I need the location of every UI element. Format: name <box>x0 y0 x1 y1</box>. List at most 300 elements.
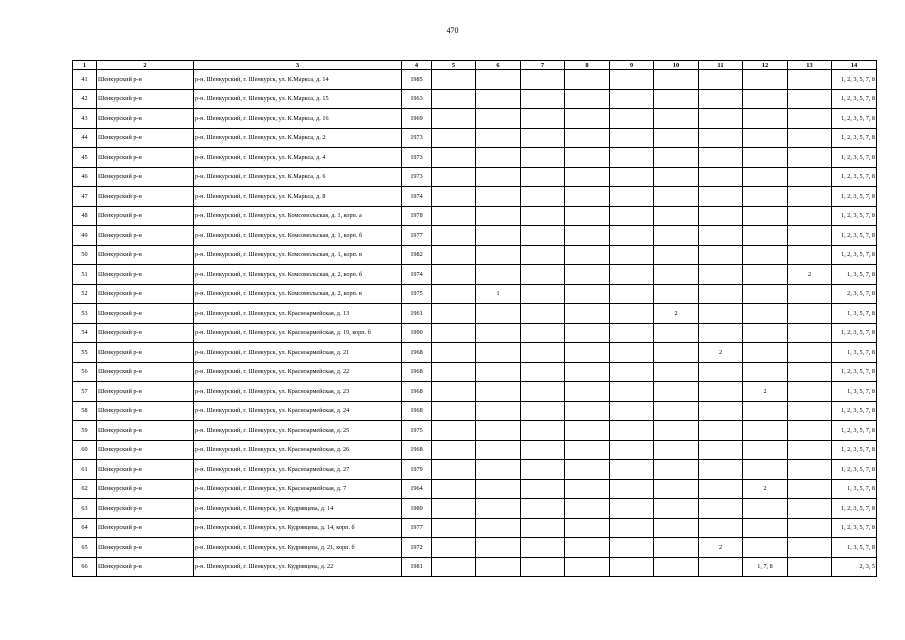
col6-cell <box>476 226 521 246</box>
col14-cell: 1, 3, 5, 7, 8 <box>832 538 877 558</box>
col6-cell <box>476 265 521 285</box>
col13-cell <box>788 187 832 207</box>
col12-cell <box>743 109 788 129</box>
col6-cell <box>476 479 521 499</box>
col14-cell: 1, 2, 3, 5, 7, 8 <box>832 187 877 207</box>
district-cell: Шенкурский р-н <box>97 284 194 304</box>
header-row <box>73 61 877 70</box>
table-row <box>73 109 877 129</box>
col5-cell <box>432 518 476 538</box>
table-row <box>73 265 877 285</box>
address-cell: р-н. Шенкурский, г. Шенкурск, ул. Комсомольская, д. 2, корп. б <box>194 265 402 285</box>
address-cell: р-н. Шенкурский, г. Шенкурск, ул. Кудрявцева, д. 14 <box>194 499 402 519</box>
col14-cell: 2, 3, 5 <box>832 557 877 577</box>
col8-cell <box>565 460 610 480</box>
district-cell: Шенкурский р-н <box>97 479 194 499</box>
col11-cell <box>699 382 743 402</box>
col7-cell <box>521 128 565 148</box>
column-header-12: 12 <box>743 61 788 70</box>
col14-cell: 1, 2, 3, 5, 7, 8 <box>832 499 877 519</box>
col5-cell <box>432 206 476 226</box>
table-row <box>73 187 877 207</box>
col11-cell <box>699 187 743 207</box>
col9-cell <box>610 109 654 129</box>
table-row <box>73 323 877 343</box>
table-row <box>73 148 877 168</box>
col5-cell <box>432 226 476 246</box>
col9-cell <box>610 226 654 246</box>
address-cell: р-н. Шенкурский, г. Шенкурск, ул. Красноармейская, д. 25 <box>194 421 402 441</box>
col13-cell <box>788 109 832 129</box>
col11-cell <box>699 304 743 324</box>
column-header-14: 14 <box>832 61 877 70</box>
year-cell: 1968 <box>402 382 432 402</box>
year-cell: 1974 <box>402 187 432 207</box>
col11-cell <box>699 557 743 577</box>
col8-cell <box>565 323 610 343</box>
col9-cell <box>610 479 654 499</box>
col14-cell: 1, 2, 3, 5, 7, 8 <box>832 128 877 148</box>
col6-cell <box>476 323 521 343</box>
col11-cell <box>699 401 743 421</box>
district-cell: Шенкурский р-н <box>97 440 194 460</box>
col6-cell <box>476 538 521 558</box>
district-cell: Шенкурский р-н <box>97 557 194 577</box>
col11-cell <box>699 362 743 382</box>
col7-cell <box>521 460 565 480</box>
col9-cell <box>610 187 654 207</box>
year-cell: 1963 <box>402 89 432 109</box>
col12-cell <box>743 343 788 363</box>
table-row <box>73 538 877 558</box>
address-cell: р-н. Шенкурский, г. Шенкурск, ул. Красноармейская, д. 23 <box>194 382 402 402</box>
col10-cell <box>654 148 699 168</box>
col10-cell <box>654 518 699 538</box>
col5-cell <box>432 557 476 577</box>
col13-cell <box>788 401 832 421</box>
col14-cell: 1, 2, 3, 5, 7, 8 <box>832 245 877 265</box>
col11-cell: 2 <box>699 343 743 363</box>
col13-cell <box>788 70 832 90</box>
col14-cell: 1, 2, 3, 5, 7, 8 <box>832 401 877 421</box>
col9-cell <box>610 89 654 109</box>
table-row <box>73 421 877 441</box>
table-row <box>73 284 877 304</box>
address-cell: р-н. Шенкурский, г. Шенкурск, ул. К.Маркса, д. 15 <box>194 89 402 109</box>
row-number: 50 <box>73 245 97 265</box>
col8-cell <box>565 109 610 129</box>
col12-cell <box>743 128 788 148</box>
col11-cell <box>699 323 743 343</box>
col6-cell <box>476 167 521 187</box>
col13-cell <box>788 460 832 480</box>
table-row <box>73 440 877 460</box>
col11-cell <box>699 89 743 109</box>
col7-cell <box>521 557 565 577</box>
col12-cell: 2 <box>743 479 788 499</box>
col14-cell: 1, 2, 3, 5, 7, 8 <box>832 70 877 90</box>
col6-cell <box>476 440 521 460</box>
col12-cell <box>743 538 788 558</box>
col14-cell: 1, 2, 3, 5, 7, 8 <box>832 148 877 168</box>
col11-cell <box>699 499 743 519</box>
row-number: 45 <box>73 148 97 168</box>
year-cell: 1973 <box>402 128 432 148</box>
col7-cell <box>521 518 565 538</box>
col14-cell: 1, 3, 5, 7, 8 <box>832 343 877 363</box>
district-cell: Шенкурский р-н <box>97 187 194 207</box>
district-cell: Шенкурский р-н <box>97 206 194 226</box>
col10-cell <box>654 245 699 265</box>
row-number: 51 <box>73 265 97 285</box>
year-cell: 1981 <box>402 557 432 577</box>
col10-cell <box>654 167 699 187</box>
col5-cell <box>432 479 476 499</box>
col7-cell <box>521 343 565 363</box>
year-cell: 1968 <box>402 362 432 382</box>
col11-cell <box>699 109 743 129</box>
address-cell: р-н. Шенкурский, г. Шенкурск, ул. Красноармейская, д. 7 <box>194 479 402 499</box>
col11-cell <box>699 479 743 499</box>
col13-cell <box>788 440 832 460</box>
col14-cell: 1, 2, 3, 5, 7, 8 <box>832 167 877 187</box>
col12-cell <box>743 460 788 480</box>
year-cell: 1968 <box>402 401 432 421</box>
col12-cell <box>743 167 788 187</box>
col7-cell <box>521 538 565 558</box>
col6-cell <box>476 382 521 402</box>
col5-cell <box>432 440 476 460</box>
address-cell: р-н. Шенкурский, г. Шенкурск, ул. Кудрявцева, д. 21, корп. б <box>194 538 402 558</box>
district-cell: Шенкурский р-н <box>97 109 194 129</box>
col7-cell <box>521 265 565 285</box>
col8-cell <box>565 245 610 265</box>
col7-cell <box>521 89 565 109</box>
col9-cell <box>610 401 654 421</box>
table-row <box>73 128 877 148</box>
row-number: 56 <box>73 362 97 382</box>
col8-cell <box>565 538 610 558</box>
col13-cell <box>788 206 832 226</box>
col14-cell: 1, 2, 3, 5, 7, 8 <box>832 518 877 538</box>
col8-cell <box>565 499 610 519</box>
col13-cell <box>788 557 832 577</box>
col11-cell <box>699 518 743 538</box>
row-number: 59 <box>73 421 97 441</box>
col13-cell <box>788 245 832 265</box>
col8-cell <box>565 89 610 109</box>
address-cell: р-н. Шенкурский, г. Шенкурск, ул. Красноармейская, д. 24 <box>194 401 402 421</box>
district-cell: Шенкурский р-н <box>97 499 194 519</box>
col10-cell <box>654 382 699 402</box>
col12-cell <box>743 265 788 285</box>
row-number: 63 <box>73 499 97 519</box>
col14-cell: 1, 3, 5, 7, 8 <box>832 382 877 402</box>
col6-cell <box>476 187 521 207</box>
year-cell: 1968 <box>402 440 432 460</box>
col7-cell <box>521 440 565 460</box>
col12-cell <box>743 70 788 90</box>
col9-cell <box>610 499 654 519</box>
row-number: 52 <box>73 284 97 304</box>
district-cell: Шенкурский р-н <box>97 128 194 148</box>
col12-cell <box>743 206 788 226</box>
year-cell: 1964 <box>402 479 432 499</box>
col10-cell <box>654 89 699 109</box>
col10-cell <box>654 323 699 343</box>
row-number: 54 <box>73 323 97 343</box>
col11-cell <box>699 226 743 246</box>
col5-cell <box>432 284 476 304</box>
address-cell: р-н. Шенкурский, г. Шенкурск, ул. Кудрявцева, д. 14, корп. б <box>194 518 402 538</box>
col14-cell: 1, 2, 3, 5, 7, 8 <box>832 89 877 109</box>
district-cell: Шенкурский р-н <box>97 382 194 402</box>
col14-cell: 1, 3, 5, 7, 8 <box>832 304 877 324</box>
col9-cell <box>610 206 654 226</box>
col8-cell <box>565 304 610 324</box>
row-number: 53 <box>73 304 97 324</box>
col5-cell <box>432 245 476 265</box>
row-number: 61 <box>73 460 97 480</box>
col8-cell <box>565 265 610 285</box>
table-row <box>73 401 877 421</box>
col8-cell <box>565 382 610 402</box>
address-cell: р-н. Шенкурский, г. Шенкурск, ул. Красноармейская, д. 26 <box>194 440 402 460</box>
year-cell: 1973 <box>402 148 432 168</box>
col6-cell <box>476 128 521 148</box>
col6-cell <box>476 70 521 90</box>
col6-cell <box>476 148 521 168</box>
col11-cell <box>699 265 743 285</box>
col13-cell <box>788 518 832 538</box>
col11-cell <box>699 245 743 265</box>
column-header-10: 10 <box>654 61 699 70</box>
col9-cell <box>610 265 654 285</box>
col10-cell <box>654 460 699 480</box>
col9-cell <box>610 167 654 187</box>
address-cell: р-н. Шенкурский, г. Шенкурск, ул. Красноармейская, д. 13 <box>194 304 402 324</box>
district-cell: Шенкурский р-н <box>97 304 194 324</box>
col7-cell <box>521 401 565 421</box>
year-cell: 1968 <box>402 343 432 363</box>
col13-cell <box>788 538 832 558</box>
district-cell: Шенкурский р-н <box>97 323 194 343</box>
table-row <box>73 70 877 90</box>
col5-cell <box>432 460 476 480</box>
col10-cell <box>654 538 699 558</box>
district-cell: Шенкурский р-н <box>97 460 194 480</box>
year-cell: 1978 <box>402 206 432 226</box>
col12-cell <box>743 187 788 207</box>
col13-cell <box>788 284 832 304</box>
col7-cell <box>521 226 565 246</box>
year-cell: 1977 <box>402 226 432 246</box>
col14-cell: 1, 2, 3, 5, 7, 8 <box>832 421 877 441</box>
col7-cell <box>521 499 565 519</box>
col12-cell <box>743 89 788 109</box>
col9-cell <box>610 245 654 265</box>
col10-cell <box>654 128 699 148</box>
col12-cell <box>743 499 788 519</box>
district-cell: Шенкурский р-н <box>97 518 194 538</box>
col8-cell <box>565 206 610 226</box>
col7-cell <box>521 362 565 382</box>
col5-cell <box>432 187 476 207</box>
col10-cell <box>654 109 699 129</box>
table-body <box>73 70 877 577</box>
district-cell: Шенкурский р-н <box>97 401 194 421</box>
col7-cell <box>521 284 565 304</box>
col9-cell <box>610 440 654 460</box>
row-number: 66 <box>73 557 97 577</box>
col9-cell <box>610 382 654 402</box>
col14-cell: 2, 3, 5, 7, 8 <box>832 284 877 304</box>
column-header-5: 5 <box>432 61 476 70</box>
col12-cell <box>743 362 788 382</box>
year-cell: 1979 <box>402 460 432 480</box>
data-table <box>72 60 877 577</box>
table-row <box>73 460 877 480</box>
col7-cell <box>521 148 565 168</box>
page-number: 470 <box>446 26 459 35</box>
col13-cell <box>788 421 832 441</box>
table-row <box>73 557 877 577</box>
district-cell: Шенкурский р-н <box>97 265 194 285</box>
district-cell: Шенкурский р-н <box>97 70 194 90</box>
row-number: 58 <box>73 401 97 421</box>
col13-cell <box>788 362 832 382</box>
col6-cell <box>476 304 521 324</box>
row-number: 44 <box>73 128 97 148</box>
table-row <box>73 518 877 538</box>
col10-cell <box>654 499 699 519</box>
table-row <box>73 479 877 499</box>
row-number: 46 <box>73 167 97 187</box>
col9-cell <box>610 148 654 168</box>
year-cell: 1982 <box>402 245 432 265</box>
col8-cell <box>565 440 610 460</box>
row-number: 57 <box>73 382 97 402</box>
col13-cell <box>788 479 832 499</box>
col11-cell <box>699 460 743 480</box>
col7-cell <box>521 70 565 90</box>
col14-cell: 1, 3, 5, 7, 8 <box>832 265 877 285</box>
table-row <box>73 304 877 324</box>
address-cell: р-н. Шенкурский, г. Шенкурск, ул. К.Маркса, д. 6 <box>194 167 402 187</box>
address-cell: р-н. Шенкурский, г. Шенкурск, ул. Комсомольская, д. 1, корп. а <box>194 206 402 226</box>
col7-cell <box>521 245 565 265</box>
col10-cell <box>654 70 699 90</box>
district-cell: Шенкурский р-н <box>97 89 194 109</box>
col5-cell <box>432 323 476 343</box>
table-row <box>73 206 877 226</box>
col10-cell <box>654 343 699 363</box>
district-cell: Шенкурский р-н <box>97 421 194 441</box>
table-row <box>73 362 877 382</box>
column-header-4: 4 <box>402 61 432 70</box>
col8-cell <box>565 148 610 168</box>
col5-cell <box>432 265 476 285</box>
district-cell: Шенкурский р-н <box>97 226 194 246</box>
col12-cell: 1, 7, 8 <box>743 557 788 577</box>
table-row <box>73 167 877 187</box>
row-number: 65 <box>73 538 97 558</box>
col13-cell <box>788 226 832 246</box>
col13-cell <box>788 323 832 343</box>
col6-cell <box>476 518 521 538</box>
col11-cell <box>699 440 743 460</box>
col8-cell <box>565 479 610 499</box>
table-row <box>73 245 877 265</box>
col11-cell <box>699 206 743 226</box>
col8-cell <box>565 343 610 363</box>
column-header-13: 13 <box>788 61 832 70</box>
year-cell: 1974 <box>402 265 432 285</box>
col11-cell <box>699 421 743 441</box>
col9-cell <box>610 284 654 304</box>
col7-cell <box>521 167 565 187</box>
col8-cell <box>565 421 610 441</box>
col11-cell <box>699 148 743 168</box>
year-cell: 1961 <box>402 304 432 324</box>
col14-cell: 1, 2, 3, 5, 7, 8 <box>832 460 877 480</box>
address-cell: р-н. Шенкурский, г. Шенкурск, ул. Красноармейская, д. 27 <box>194 460 402 480</box>
address-cell: р-н. Шенкурский, г. Шенкурск, ул. К.Маркса, д. 16 <box>194 109 402 129</box>
col6-cell <box>476 109 521 129</box>
col7-cell <box>521 479 565 499</box>
row-number: 64 <box>73 518 97 538</box>
column-header-8: 8 <box>565 61 610 70</box>
col11-cell <box>699 284 743 304</box>
year-cell: 1975 <box>402 421 432 441</box>
year-cell: 1985 <box>402 70 432 90</box>
col11-cell <box>699 167 743 187</box>
district-cell: Шенкурский р-н <box>97 245 194 265</box>
col9-cell <box>610 70 654 90</box>
table-row <box>73 89 877 109</box>
col13-cell <box>788 89 832 109</box>
column-header-2: 2 <box>97 61 194 70</box>
row-number: 62 <box>73 479 97 499</box>
col11-cell: 2 <box>699 538 743 558</box>
col7-cell <box>521 206 565 226</box>
col9-cell <box>610 343 654 363</box>
col14-cell: 1, 2, 3, 5, 7, 8 <box>832 226 877 246</box>
col12-cell <box>743 421 788 441</box>
year-cell: 1972 <box>402 538 432 558</box>
col5-cell <box>432 499 476 519</box>
col6-cell <box>476 362 521 382</box>
col6-cell <box>476 245 521 265</box>
year-cell: 1973 <box>402 167 432 187</box>
col13-cell <box>788 148 832 168</box>
col5-cell <box>432 89 476 109</box>
address-cell: р-н. Шенкурский, г. Шенкурск, ул. Красноармейская, д. 21 <box>194 343 402 363</box>
column-header-9: 9 <box>610 61 654 70</box>
col8-cell <box>565 187 610 207</box>
col5-cell <box>432 382 476 402</box>
address-cell: р-н. Шенкурский, г. Шенкурск, ул. Красноармейская, д. 19, корп. б <box>194 323 402 343</box>
col13-cell <box>788 128 832 148</box>
col7-cell <box>521 304 565 324</box>
col6-cell <box>476 421 521 441</box>
col10-cell <box>654 557 699 577</box>
year-cell: 1990 <box>402 323 432 343</box>
col6-cell <box>476 401 521 421</box>
col10-cell <box>654 362 699 382</box>
col10-cell <box>654 421 699 441</box>
address-cell: р-н. Шенкурский, г. Шенкурск, ул. Красноармейская, д. 22 <box>194 362 402 382</box>
